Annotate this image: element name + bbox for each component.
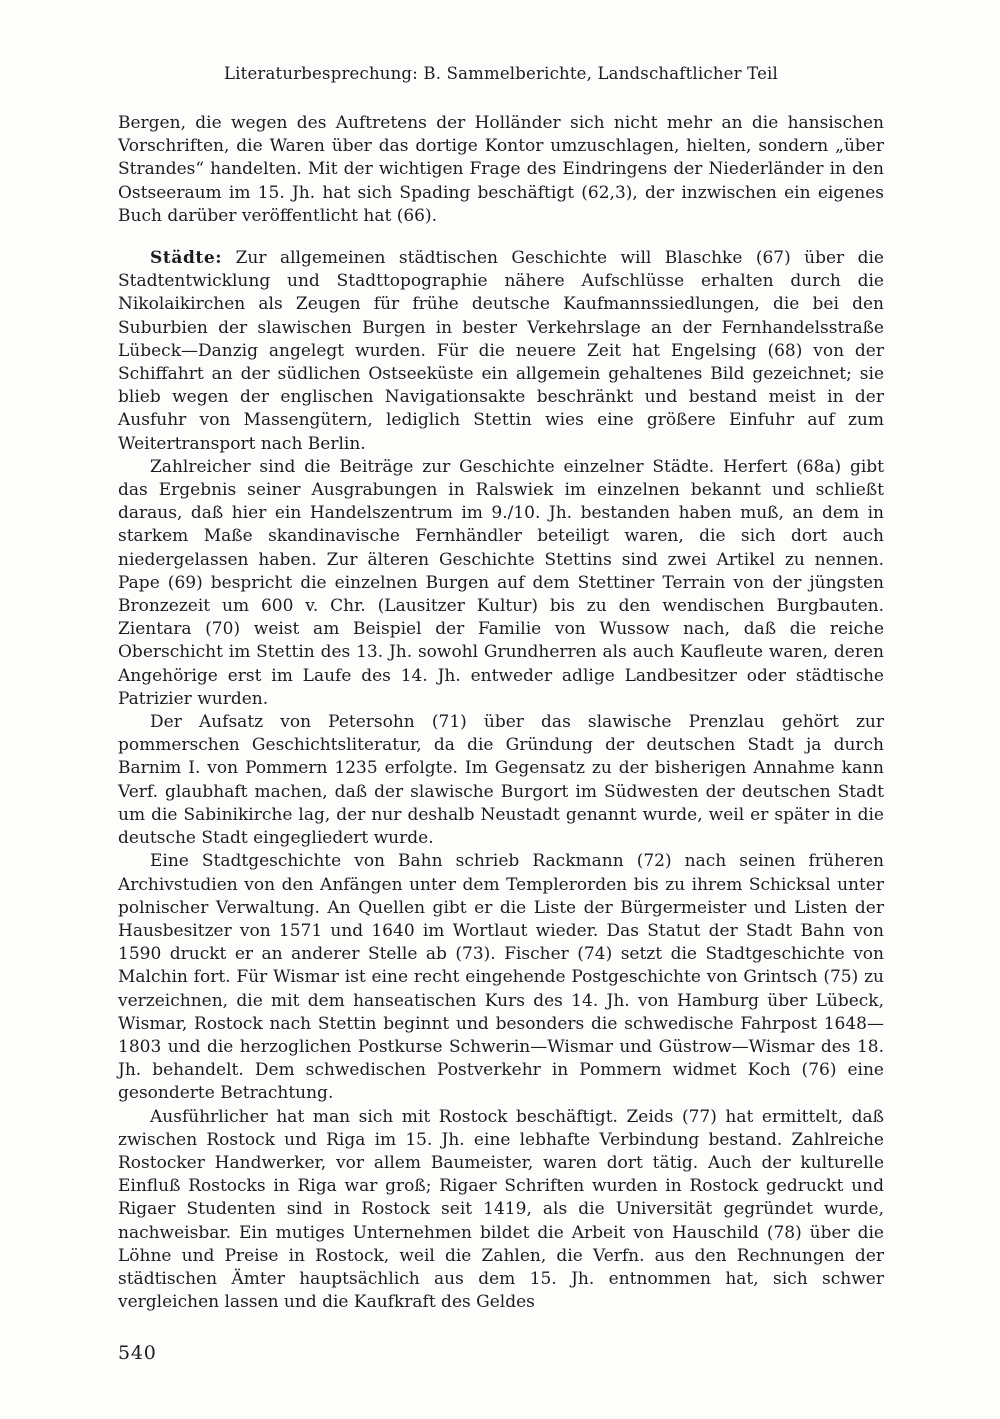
section-paragraph-staedte (118, 247, 884, 456)
paragraph-text: Eine Stadtgeschichte von Bahn schrieb Rackmann (72) nach seinen früheren Archivstudien von den Anfängen unter dem Templerorden bis zu ihrem Schicksal unter polnischer Verwaltung. An Quellen gibt er die Liste der Bürgermeister und Listen der Hausbesitzer von 1571 und 1640 im Wortlaut wieder. Das Statut der Stadt Bahn von 1590 druckt er an anderer Stelle ab (73). Fischer (74) setzt die Stadtgeschichte von Malchin fort. Für Wismar ist eine recht eingehende Postgeschichte von Grintsch (75) zu verzeichnen, die mit dem hanseatischen Kurs des 14. Jh. von Hamburg über Lübeck, Wismar, Rostock nach Stettin beginnt und besonders die schwedische Fahrpost 1648—1803 und die herzoglichen Postkurse Schwerin—Wismar und Güstrow—Wismar des 18. Jh. behandelt. Dem schwedischen Postverkehr in Pommern widmet Koch (76) eine gesonderte Betrachtung. (118, 851, 884, 1104)
body-text (118, 112, 884, 1314)
paragraph (118, 850, 884, 1105)
page-number: 540 (118, 1342, 157, 1364)
paragraph (118, 1106, 884, 1315)
paragraph (118, 456, 884, 711)
paragraph (118, 711, 884, 850)
paragraph-text: Zahlreicher sind die Beiträge zur Geschichte einzelner Städte. Herfert (68a) gibt das Ergebnis seiner Ausgrabungen in Ralswiek im einzelnen bekannt und schließt daraus, daß hier ein Handelszentrum im 9./10. Jh. bestanden haben muß, an dem in starkem Maße skandinavische Fernhändler beteiligt waren, die sich dort auch niedergelassen haben. Zur älteren Geschichte Stettins sind zwei Artikel zu nennen. Pape (69) bespricht die einzelnen Burgen auf dem Stettiner Terrain von der jüngsten Bronzezeit um 600 v. Chr. (Lausitzer Kultur) bis zu den wendischen Burgbauten. Zientara (70) weist am Beispiel der Familie von Wussow nach, daß die reiche Oberschicht im Stettin des 13. Jh. sowohl Grundherren als auch Kaufleute waren, deren Angehörige erst im Laufe des 14. Jh. entweder adlige Landbesitzer oder städtische Patrizier wurden. (118, 456, 884, 709)
section-heading: Städte: (150, 248, 223, 269)
paragraph-text: Der Aufsatz von Petersohn (71) über das slawische Prenzlau gehört zur pommerschen Geschichtsliteratur, da die Gründung der deutschen Stadt ja durch Barnim I. von Pommern 1235 erfolgte. Im Gegensatz zu der bisherigen Annahme kann Verf. glaubhaft machen, daß der slawische Burgort im Südwesten der deutschen Stadt um die Sabinikirche lag, der nur deshalb Neustadt genannt wurde, weil er später in die deutsche Stadt eingegliedert wurde. (118, 712, 884, 849)
paragraph-text: Bergen, die wegen des Auftretens der Holländer sich nicht mehr an die hansischen Vorschriften, die Waren über das dortige Kontor umzuschlagen, hielten, sondern „über Strandes“ handelten. Mit der wichtigen Frage des Eindringens der Niederländer in den Ostseeraum im 15. Jh. hat sich Spading beschäftigt (62,3), der inzwischen ein eigenes Buch darüber veröffentlicht hat (66). (118, 113, 884, 226)
running-head: Literaturbesprechung: B. Sammelberichte, Landschaftlicher Teil (224, 64, 778, 83)
paragraph (118, 112, 884, 228)
paragraph-text: Zur allgemeinen städtischen Geschichte will Blaschke (67) über die Stadtentwicklung und Stadttopographie nähere Aufschlüsse erhalten durch die Nikolaikirchen als Zeugen für frühe deutsche Kaufmannssiedlungen, die bei den Suburbien der slawischen Burgen in bester Verkehrslage an der Fernhandelsstraße Lübeck—Danzig angelegt wurden. Für die neuere Zeit hat Engelsing (68) von der Schiffahrt an der südlichen Ostseeküste ein allgemein gehaltenes Bild gezeichnet; sie blieb wegen der englischen Navigationsakte beschränkt und bestand meist in der Ausfuhr von Massengütern, lediglich Stettin wies eine größere Einfuhr auf zum Weitertransport nach Berlin. (118, 248, 884, 454)
paragraph-text: Ausführlicher hat man sich mit Rostock beschäftigt. Zeids (77) hat ermittelt, daß zwischen Rostock und Riga im 15. Jh. eine lebhafte Verbindung bestand. Zahlreiche Rostocker Handwerker, vor allem Baumeister, waren dort tätig. Auch der kulturelle Einfluß Rostocks in Riga war groß; Rigaer Schriften wurden in Rostock gedruckt und Rigaer Studenten sind in Rostock seit 1419, als die Universität gegründet wurde, nachweisbar. Ein mutiges Unternehmen bildet die Arbeit von Hauschild (78) über die Löhne und Preise in Rostock, weil die Zahlen, die Verfn. aus den Rechnungen der städtischen Ämter hauptsächlich aus dem 15. Jh. entnommen hat, sich schwer vergleichen lassen und die Kaufkraft des Geldes (118, 1106, 884, 1313)
